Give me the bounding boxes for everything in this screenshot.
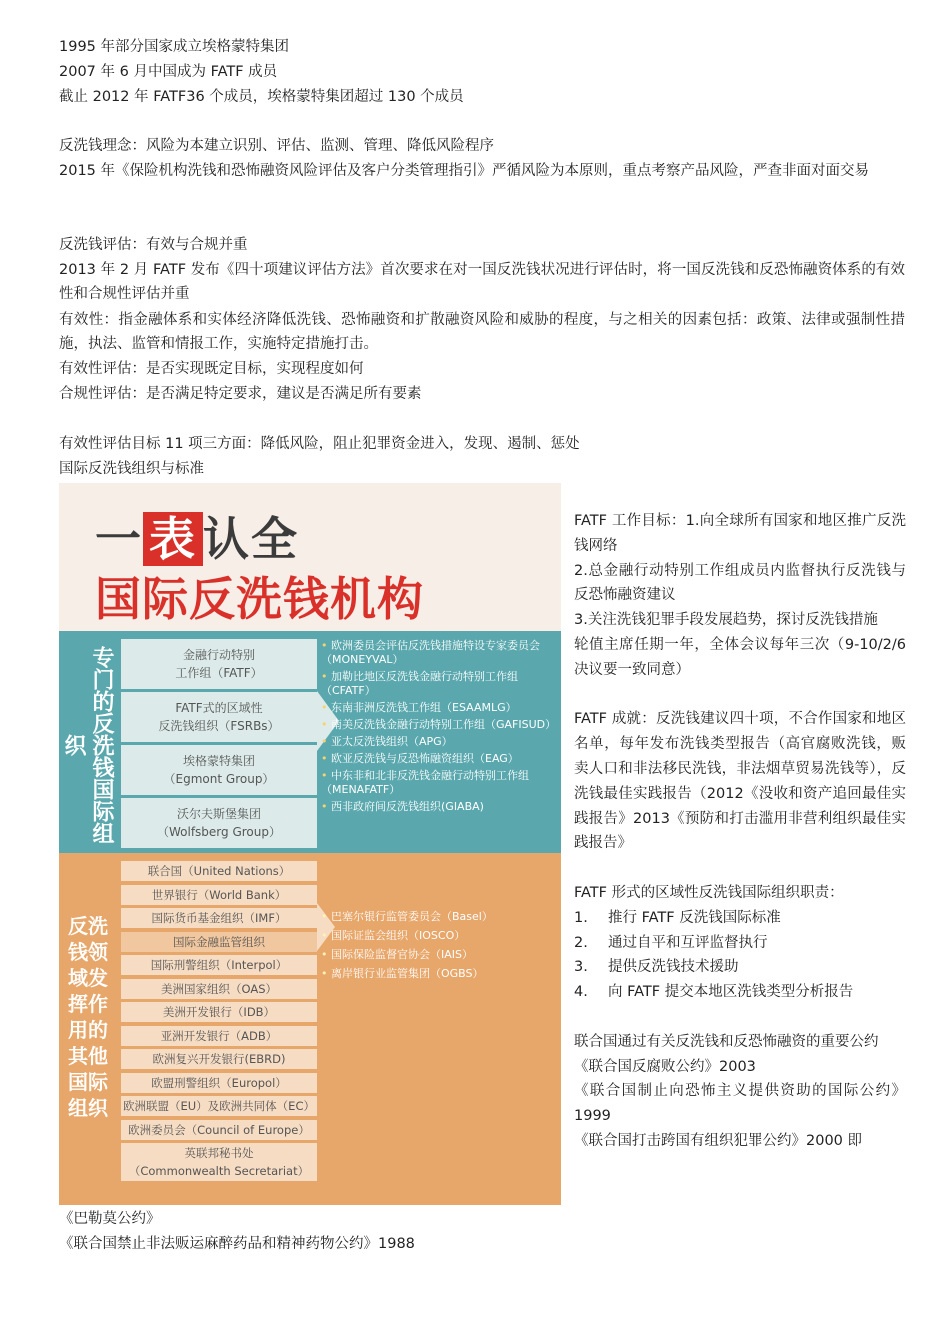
list-item: • 南美反洗钱金融行动特别工作组（GAFISUD） (321, 718, 557, 731)
org-box: FATF式的区域性 反洗钱组织（FSRBs） (121, 692, 317, 742)
text-paragraph: 联合国通过有关反洗钱和反恐怖融资的重要公约 (574, 1033, 879, 1050)
org-box: 埃格蒙特集团 （Egmont Group） (121, 745, 317, 795)
org-boxes (121, 861, 317, 1185)
infographic-title: 一 表 认全 (95, 512, 299, 566)
org-box: 金融行动特别 工作组（FATF） (121, 639, 317, 689)
text-line: 《巴勒莫公约》 (59, 1211, 161, 1227)
text-paragraph: 《联合国反腐败公约》2003 (574, 1058, 756, 1075)
section-label: 反洗钱领域发挥作用的其他国际组织 (68, 914, 108, 1120)
org-box: 世界银行（World Bank） (121, 885, 317, 905)
org-boxes (121, 639, 317, 851)
org-box: 欧盟刑警组织（Europol） (121, 1073, 317, 1093)
list-item: • 离岸银行业监管集团（OGBS） (321, 967, 484, 980)
text-paragraph: 2.总金融行动特别工作组成员内监督执行反洗钱与反恐怖融资建议 (574, 562, 906, 604)
text-paragraph: 《联合国制止向恐怖主义提供资助的国际公约》1999 (574, 1083, 906, 1125)
list-item: • 国际保险监督官协会（IAIS） (321, 948, 473, 961)
infographic-image (59, 483, 561, 1205)
org-box: 美洲开发银行（IDB） (121, 1002, 317, 1022)
text-paragraph: 轮值主席任期一年，全体会议每年三次（9-10/2/6 决议要一致同意） (574, 636, 906, 678)
list-item: • 巴塞尔银行监管委员会（Basel） (321, 910, 493, 923)
text-paragraph: 有效性：指金融体系和实体经济降低洗钱、恐怖融资和扩散融资风险和威胁的程度，与之相关的因素包括：政策、法律或强制性措施，执法、监管和情报工作，实施特定措施打击。 (59, 312, 905, 352)
text-paragraph: FATF 成就：反洗钱建议四十项，不合作国家和地区名单，每年发布洗钱类型报告（高官腐败洗钱，贩卖人口和非法移民洗钱，非法烟草贸易洗钱等），反洗钱最佳实践报告（2012《没收和资产追回最佳实践报告》2013《预防和打击滥用非营利组织最佳实践报告》 (574, 711, 906, 852)
fsrb-list (321, 639, 557, 817)
org-box: 欧洲联盟（EU）及欧洲共同体（EC） (121, 1096, 317, 1116)
text-line: 反洗钱理念：风险为本建立识别、评估、监测、管理、降低风险程序 (59, 138, 494, 154)
org-box: 欧洲委员会（Council of Europe） (121, 1120, 317, 1140)
list-item: 1. 推行 FATF 反洗钱国际标准 (574, 909, 781, 926)
supervisory-list (321, 907, 557, 983)
list-item: 2. 通过自平和互评监督执行 (574, 934, 768, 951)
text-paragraph: 《联合国打击跨国有组织犯罪公约》2000 即 (574, 1132, 863, 1149)
org-box: 联合国（United Nations） (121, 861, 317, 881)
list-item: 3. 提供反洗钱技术援助 (574, 959, 739, 976)
text-line: 反洗钱评估：有效与合规并重 (59, 237, 248, 253)
text-paragraph: FATF 形式的区域性反洗钱国际组织职责： (574, 884, 844, 901)
text-line: 《联合国禁止非法贩运麻醉药品和精神药物公约》1988 (59, 1236, 415, 1252)
org-box: 国际金融监管组织 (121, 932, 317, 952)
text-paragraph: 3.关注洗钱犯罪手段发展趋势，探讨反洗钱措施 (574, 612, 878, 629)
text-paragraph: 2015 年《保险机构洗钱和恐怖融资风险评估及客户分类管理指引》严循风险为本原则，重点考察产品风险，严查非面对面交易 (59, 163, 870, 179)
section-heading: 国际反洗钱组织与标准 (59, 461, 204, 477)
infographic-subtitle: 国际反洗钱机构 (95, 572, 424, 626)
text-line: 合规性评估：是否满足特定要求，建议是否满足所有要素 (59, 386, 422, 402)
duties-list (574, 906, 906, 1005)
text-line: 1995 年部分国家成立埃格蒙特集团 (59, 39, 290, 55)
right-column (574, 509, 906, 1154)
text-paragraph: FATF 工作目标：1.向全球所有国家和地区推广反洗钱网络 (574, 513, 906, 554)
list-item: • 东南非洲反洗钱工作组（ESAAMLG） (321, 701, 517, 714)
list-item: • 欧洲委员会评估反洗钱措施特设专家委员会（MONEYVAL） (321, 639, 540, 666)
org-box: 国际货币基金组织（IMF） (121, 908, 317, 928)
section-other-orgs (59, 853, 561, 1205)
text-line: 截止 2012 年 FATF36 个成员，埃格蒙特集团超过 130 个成员 (59, 89, 464, 105)
list-item: • 欧亚反洗钱与反恐怖融资组织（EAG） (321, 752, 519, 765)
org-box: 亚洲开发银行（ADB） (121, 1026, 317, 1046)
list-item: • 国际证监会组织（IOSCO） (321, 929, 466, 942)
list-item: 4. 向 FATF 提交本地区洗钱类型分析报告 (574, 984, 854, 1001)
list-item: • 中东非和北非反洗钱金融行动特别工作组（MENAFATF） (321, 769, 529, 796)
list-item: • 西非政府间反洗钱组织(GIABA) (321, 800, 484, 813)
org-box: 英联邦秘书处 （Commonwealth Secretariat） (121, 1143, 317, 1181)
org-box: 欧洲复兴开发银行(EBRD) (121, 1049, 317, 1069)
list-item: • 加勒比地区反洗钱金融行动特别工作组（CFATF） (321, 670, 518, 697)
text-paragraph: 2013 年 2 月 FATF 发布《四十项建议评估方法》首次要求在对一国反洗钱状况进行评估时，将一国反洗钱和反恐怖融资体系的有效性和合规性评估并重 (59, 262, 905, 302)
section-specialized-orgs (59, 631, 561, 853)
text-line: 有效性评估：是否实现既定目标，实现程度如何 (59, 361, 364, 377)
org-box: 美洲国家组织（OAS） (121, 979, 317, 999)
infographic-header (59, 483, 561, 631)
org-box: 沃尔夫斯堡集团 （Wolfsberg Group） (121, 798, 317, 848)
section-label: 专门的反洗钱国际组织 (61, 646, 114, 844)
list-item: • 亚太反洗钱组织（APG） (321, 735, 453, 748)
org-box: 国际刑警组织（Interpol） (121, 955, 317, 975)
text-line: 2007 年 6 月中国成为 FATF 成员 (59, 64, 278, 80)
text-line: 有效性评估目标 11 项三方面：降低风险，阻止犯罪资金进入，发现、遏制、惩处 (59, 436, 580, 452)
